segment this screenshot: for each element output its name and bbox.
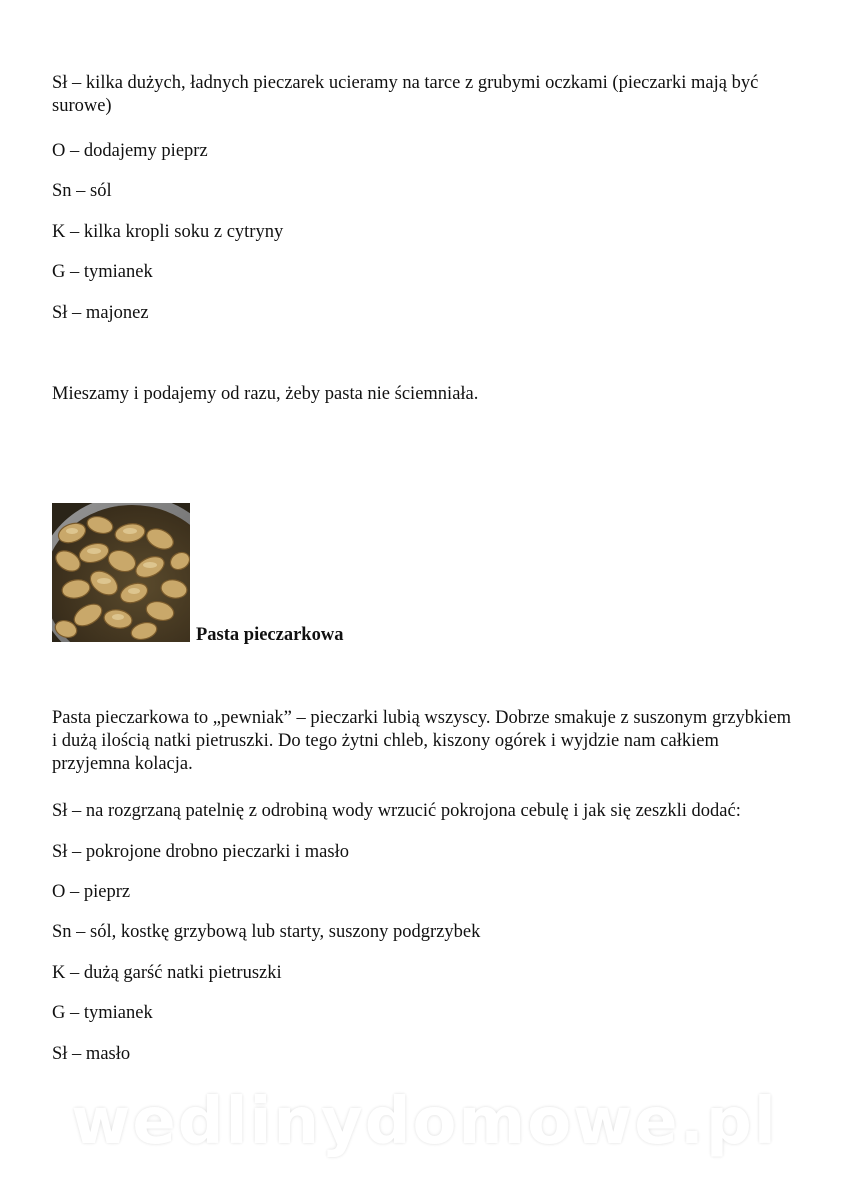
watermark: wedlinydomowe.pl bbox=[71, 1085, 778, 1159]
serving-note: Mieszamy i podajemy od razu, żeby pasta nie ściemniała. bbox=[52, 384, 479, 404]
recipe-title: Pasta pieczarkowa bbox=[196, 625, 344, 645]
mushrooms-in-pan-image bbox=[52, 503, 190, 642]
step-line: Sn – sól, kostkę grzybową lub starty, suszony podgrzybek bbox=[52, 922, 481, 942]
step-line: Sł – masło bbox=[52, 1044, 131, 1064]
step-line: K – dużą garść natki pietruszki bbox=[52, 963, 282, 983]
step-line: Sł – na rozgrzaną patelnię z odrobiną wody wrzucić pokrojona cebulę i jak się zeszkli dodać: bbox=[52, 801, 741, 821]
step-line: G – tymianek bbox=[52, 262, 153, 282]
step-line: Sł – kilka dużych, ładnych pieczarek ucieramy na tarce z grubymi oczkami (pieczarki mają być surowe) bbox=[52, 73, 759, 116]
recipe-intro: Pasta pieczarkowa to „pewniak” – pieczarki lubią wszyscy. Dobrze smakuje z suszonym grzybkiem i dużą ilością natki pietruszki. Do tego żytni chleb, kiszony ogórek i wyjdzie nam całkiem przyjemna kolacja. bbox=[52, 708, 792, 774]
step-line: K – kilka kropli soku z cytryny bbox=[52, 222, 284, 242]
mushroom-photo bbox=[52, 503, 190, 642]
step-line: O – pieprz bbox=[52, 882, 131, 902]
step-line: Sł – pokrojone drobno pieczarki i masło bbox=[52, 842, 349, 862]
step-line: Sn – sól bbox=[52, 181, 112, 201]
step-line: O – dodajemy pieprz bbox=[52, 141, 208, 161]
step-line: Sł – majonez bbox=[52, 303, 149, 323]
step-line: G – tymianek bbox=[52, 1003, 153, 1023]
